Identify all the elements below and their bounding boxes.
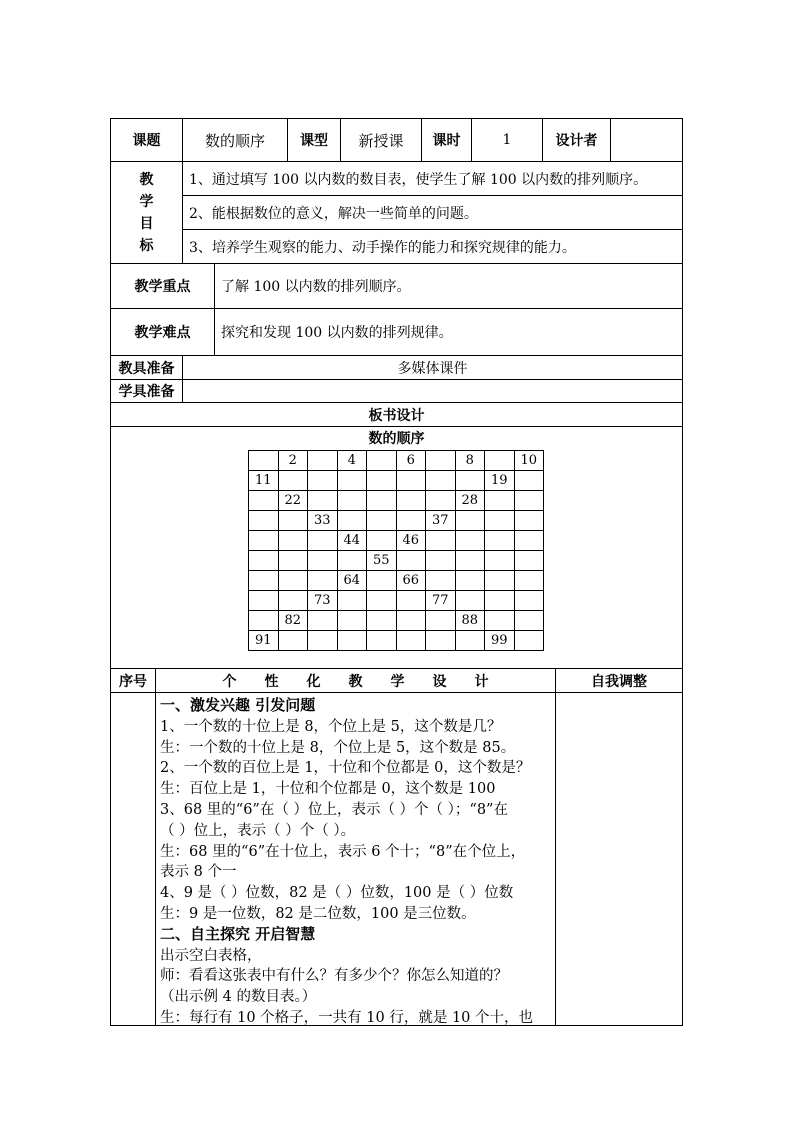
grid-cell [426,451,456,471]
grid-cell [396,551,426,571]
grid-cell [514,631,544,651]
grid-cell [278,571,308,591]
keti-label: 课题 [110,118,183,162]
grid-cell: 77 [426,591,456,611]
content-line: 生：百位上是 1，十位和个位都是 0，这个数是 100 [160,781,496,798]
grid-cell: 19 [485,471,515,491]
grid-cell [249,511,279,531]
grid-cell [485,551,515,571]
grid-cell [514,531,544,551]
grid-row [249,471,544,491]
grid-cell: 82 [278,611,308,631]
content-line: 师：看看这张表中有什么？有多少个？你怎么知道的？ [160,968,508,985]
grid-cell [337,511,367,531]
grid-cell [514,491,544,511]
key-point-value: 了解 100 以内数的排列顺序。 [214,263,683,309]
grid-cell: 2 [278,451,308,471]
keshi-value: 1 [471,118,543,162]
kexing-value: 新授课 [340,118,422,162]
grid-row [249,491,544,511]
grid-cell [485,611,515,631]
grid-cell [396,631,426,651]
content-line: 4、9 是（ ）位数，82 是（ ）位数，100 是（ ）位数 [160,885,514,902]
grid-cell [514,591,544,611]
grid-cell [426,551,456,571]
kexing-label: 课型 [287,118,341,162]
content-line: （ ）位上，表示（ ）个（ ）。 [160,822,356,839]
teacher-tools-label: 教具准备 [110,355,183,380]
grid-cell [249,571,279,591]
grid-cell [426,491,456,511]
grid-cell [396,471,426,491]
grid-cell: 37 [426,511,456,531]
grid-row [249,551,544,571]
grid-cell [514,551,544,571]
grid-row [249,591,544,611]
grid-cell [455,591,485,611]
grid-cell [367,531,397,551]
section-heading: 一、激发兴趣 引发问题 [160,696,316,714]
grid-cell [278,531,308,551]
grid-cell: 66 [396,571,426,591]
goals-label-char: 学 [139,193,154,210]
content-line: 3、68 里的“6”在（ ）位上，表示（ ）个（ ）；“8”在 [160,802,508,818]
grid-cell [367,611,397,631]
grid-cell [249,611,279,631]
grid-cell [278,631,308,651]
grid-cell [367,631,397,651]
content-line: 出示空白表格， [160,947,262,964]
grid-row [249,631,544,651]
section-heading: 二、自主探究 开启智慧 [160,924,316,943]
grid-cell [514,611,544,631]
grid-cell [485,511,515,531]
grid-cell [396,591,426,611]
grid-row [249,571,544,591]
grid-cell [367,491,397,511]
grid-cell [367,451,397,471]
key-point-label: 教学重点 [110,263,215,309]
goals-label-char: 标 [139,237,154,254]
grid-cell [426,571,456,591]
grid-cell [249,591,279,611]
content-line: 2、一个数的百位上是 1，十位和个位都是 0，这个数是？ [160,760,531,777]
number-grid [248,450,544,651]
goals-label-char: 目 [139,215,154,232]
grid-cell [455,511,485,531]
grid-cell [308,451,338,471]
grid-cell: 8 [455,451,485,471]
board-subtitle: 数的顺序 [368,431,425,447]
grid-cell [337,591,367,611]
goal-item-3: 3、培养学生观察的能力、动手操作的能力和探究规律的能力。 [182,229,683,264]
grid-cell [308,471,338,491]
content-line: 生：9 是一位数，82 是二位数，100 是三位数。 [160,906,476,922]
grid-cell [308,531,338,551]
grid-cell [485,491,515,511]
grid-cell [426,531,456,551]
seq-header: 序号 [110,668,156,693]
grid-cell [485,571,515,591]
content-line: 生：每行有 10 个格子，一共有 10 行，就是 10 个十，也 [160,1010,534,1026]
content-line: 表示 8 个一 [160,864,237,881]
grid-cell: 73 [308,591,338,611]
board-title: 板书设计 [110,402,683,427]
content-line: 生：一个数的十位上是 8，个位上是 5，这个数是 85。 [160,739,516,756]
grid-cell: 4 [337,451,367,471]
grid-cell: 91 [249,631,279,651]
content-line: （出示例 4 的数目表。） [160,989,317,1006]
student-tools-label: 学具准备 [110,379,183,403]
grid-cell [278,591,308,611]
grid-cell [426,471,456,491]
seq-column [110,692,156,1026]
grid-cell: 10 [514,451,544,471]
content-line: 生：68 里的“6”在十位上，表示 6 个十；“8”在个位上， [160,843,526,860]
grid-cell [367,471,397,491]
grid-cell [426,631,456,651]
grid-cell [485,451,515,471]
grid-cell [308,571,338,591]
grid-cell: 22 [278,491,308,511]
student-tools-value [182,379,683,403]
keshi-label: 课时 [421,118,472,162]
grid-cell [278,471,308,491]
designer-label: 设计者 [542,118,611,162]
adjust-column [555,692,683,1026]
grid-cell [308,631,338,651]
grid-cell: 44 [337,531,367,551]
grid-cell: 55 [367,551,397,571]
grid-cell [308,611,338,631]
goal-item-2: 2、能根据数位的意义，解决一些简单的问题。 [182,195,683,230]
grid-cell [249,531,279,551]
grid-cell [308,551,338,571]
grid-cell [455,471,485,491]
grid-cell [514,471,544,491]
grid-cell [308,491,338,511]
grid-row [249,531,544,551]
grid-cell [337,491,367,511]
adjust-header: 自我调整 [555,668,683,693]
content-line: 1、一个数的十位上是 8，个位上是 5，这个数是几？ [160,718,502,735]
teacher-tools-value: 多媒体课件 [182,355,683,380]
grid-cell [367,591,397,611]
grid-cell: 64 [337,571,367,591]
grid-cell [396,611,426,631]
grid-cell [278,551,308,571]
grid-cell [367,511,397,531]
grid-cell [514,511,544,531]
grid-cell: 88 [455,611,485,631]
grid-cell [249,451,279,471]
grid-cell [455,551,485,571]
grid-row [249,611,544,631]
grid-cell [278,511,308,531]
grid-cell [337,551,367,571]
grid-row [249,451,544,471]
grid-row [249,511,544,531]
grid-cell [426,611,456,631]
grid-cell [396,491,426,511]
designer-value [610,118,683,162]
grid-cell [455,631,485,651]
grid-cell: 11 [249,471,279,491]
grid-cell [249,491,279,511]
grid-cell [396,511,426,531]
grid-cell [455,571,485,591]
grid-cell [367,571,397,591]
grid-cell [337,471,367,491]
grid-cell: 46 [396,531,426,551]
grid-cell: 6 [396,451,426,471]
design-header: 个 性 化 教 学 设 计 [155,668,556,693]
grid-cell [249,551,279,571]
goals-label [110,161,183,264]
grid-cell [337,611,367,631]
grid-cell [337,631,367,651]
goals-label-char: 教 [139,171,154,188]
keti-value: 数的顺序 [182,118,288,162]
grid-cell [485,591,515,611]
grid-cell [485,531,515,551]
grid-cell: 28 [455,491,485,511]
difficulty-label: 教学难点 [110,308,215,356]
grid-cell: 33 [308,511,338,531]
grid-cell: 99 [485,631,515,651]
difficulty-value: 探究和发现 100 以内数的排列规律。 [214,308,683,356]
grid-cell [455,531,485,551]
grid-cell [514,571,544,591]
goal-item-1: 1、通过填写 100 以内数的数目表，使学生了解 100 以内数的排列顺序。 [182,161,683,196]
